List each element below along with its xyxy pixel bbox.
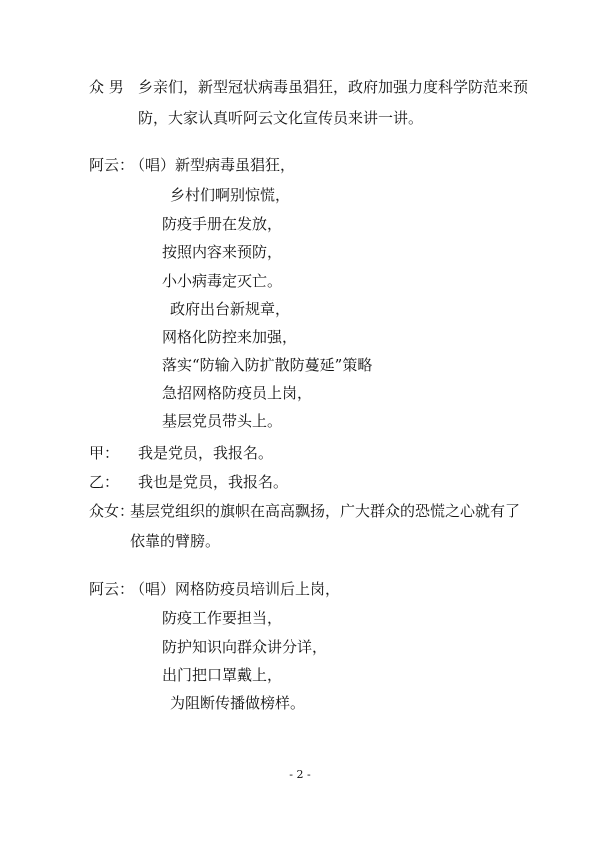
song-line: 政府出台新规章， — [170, 300, 291, 318]
speaker-yi: 乙： — [89, 473, 120, 491]
dialogue-line: 基层党组织的旗帜在高高飘扬，广大群众的恐慌之心就有了 — [130, 502, 521, 520]
page-number: - 2 - — [289, 768, 311, 781]
dialogue-line: 我是党员，我报名。 — [138, 444, 274, 462]
song-line: 防疫手册在发放， — [162, 215, 283, 233]
song-line: 网格化防控来加强， — [162, 328, 298, 346]
song-line: 急招网格防疫员上岗， — [162, 384, 313, 402]
song-line: 出门把口罩戴上， — [162, 666, 283, 684]
dialogue-line: 依靠的臂膀。 — [130, 532, 221, 550]
dialogue-line: 防，大家认真听阿云文化宣传员来讲一讲。 — [138, 109, 424, 127]
song-line: 防疫工作要担当， — [162, 609, 283, 627]
song-line: 基层党员带头上。 — [162, 412, 283, 430]
song-line: （唱）新型病毒虽猖狂， — [130, 156, 296, 174]
speaker-zhongnv: 众女： — [89, 502, 135, 520]
dialogue-line: 乡亲们，新型冠状病毒虽猖狂，政府加强力度科学防范来预 — [138, 78, 529, 96]
dialogue-line: 我也是党员，我报名。 — [138, 473, 289, 491]
song-line: 小小病毒定灭亡。 — [162, 272, 283, 290]
speaker-ayun: 阿云： — [89, 580, 135, 598]
song-line: 按照内容来预防， — [162, 243, 283, 261]
song-line: （唱）网格防疫员培训后上岗， — [130, 580, 341, 598]
speaker-jia: 甲： — [89, 444, 120, 462]
song-line: 为阻断传播做榜样。 — [170, 694, 306, 712]
speaker-ayun: 阿云： — [89, 156, 135, 174]
song-line: 乡村们啊别惊慌， — [170, 186, 291, 204]
song-line: 防护知识向群众讲分详， — [162, 638, 328, 656]
speaker-zhongnan: 众 男 — [89, 78, 124, 96]
song-line: 落实“防输入防扩散防蔓延”策略 — [162, 356, 373, 374]
